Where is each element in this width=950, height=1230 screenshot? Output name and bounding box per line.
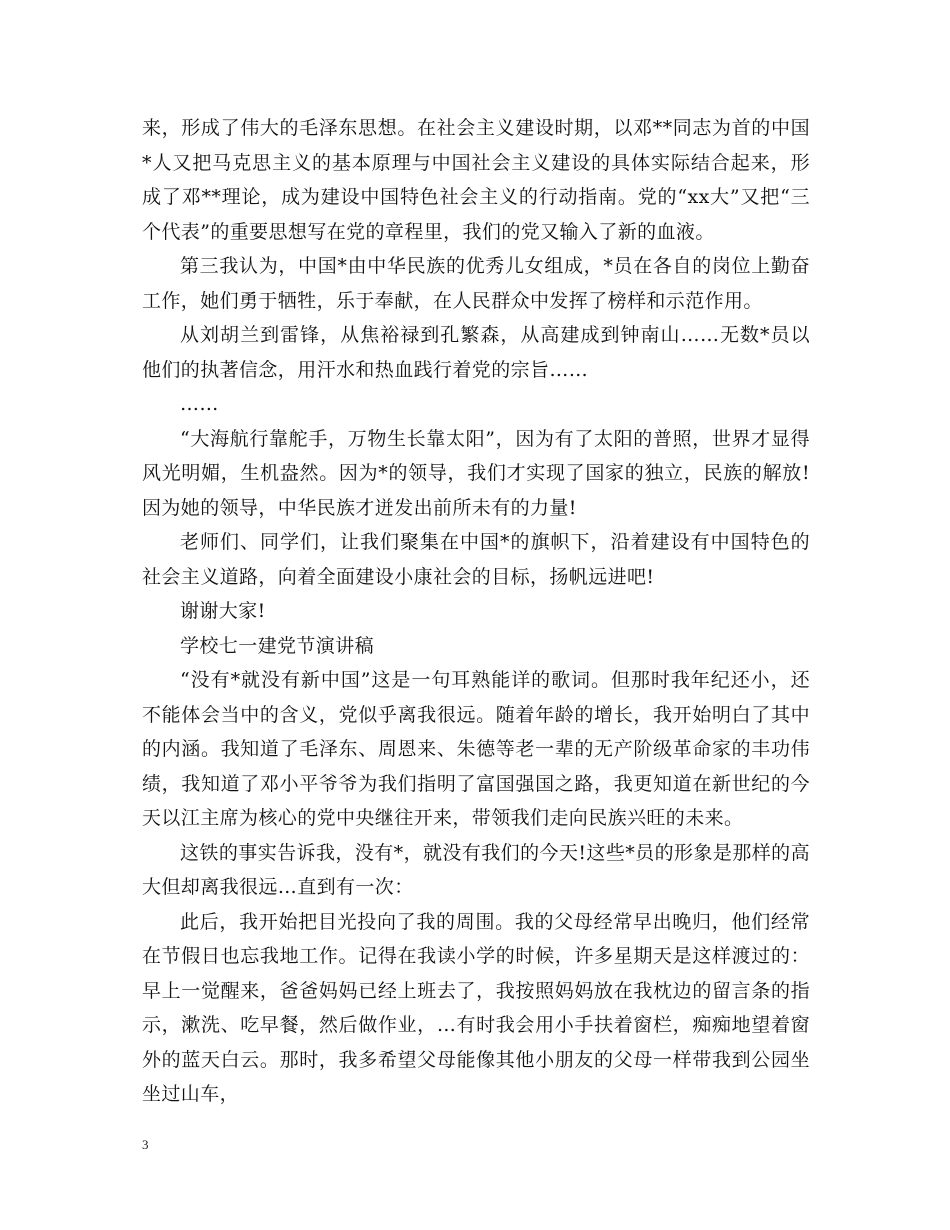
section-heading: 学校七一建党节演讲稿 — [180, 634, 375, 657]
paragraph-7-thanks: 谢谢大家! — [180, 600, 266, 622]
paragraph-2: 第三我认为，中国*由中华民族的优秀儿女组成，*员在各自的岗位上勤奋工作，她们勇于牺牲，乐于奉献，在人民群众中发挥了榜样和示范作用。 — [142, 255, 810, 312]
paragraph-6: 老师们、同学们，让我们聚集在中国*的旗帜下，沿着建设有中国特色的社会主义道路，向着全面建设小康社会的目标，扬帆远进吧! — [142, 531, 810, 588]
paragraph-11: 此后，我开始把目光投向了我的周围。我的父母经常早出晚归，他们经常在节假日也忘我地工作。记得在我读小学的时候，许多星期天是这样渡过的：早上一觉醒来，爸爸妈妈已经上班去了，我按照妈妈放在我枕边的留言条的指示，漱洗、吃早餐，然后做作业，…有时我会用小手扶着窗栏，痴痴地望着窗外的蓝天白云。那时，我多希望父母能像其他小朋友的父母一样带我到公园坐坐过山车， — [142, 910, 810, 1105]
document-body — [142, 111, 810, 1112]
page-number: 3 — [142, 1137, 149, 1152]
paragraph-5: “大海航行靠舵手，万物生长靠太阳”，因为有了太阳的普照，世界才显得风光明媚，生机盎然。因为*的领导，我们才实现了国家的独立，民族的解放!因为她的领导，中华民族才迸发出前所未有的力量! — [142, 427, 810, 519]
paragraph-9: “没有*就没有新中国”这是一句耳熟能详的歌词。但那时我年纪还小，还不能体会当中的含义，党似乎离我很远。随着年龄的增长，我开始明白了其中的内涵。我知道了毛泽东、周恩来、朱德等老一辈的无产阶级革命家的丰功伟绩，我知道了邓小平爷爷为我们指明了富国强国之路，我更知道在新世纪的今天以江主席为核心的党中央继往开来，带领我们走向民族兴旺的未来。 — [142, 669, 810, 829]
paragraph-4-ellipsis: …… — [180, 393, 219, 415]
paragraph-10: 这铁的事实告诉我，没有*，就没有我们的今天!这些*员的形象是那样的高大但却离我很远…直到有一次： — [142, 841, 810, 898]
paragraph-1: 来，形成了伟大的毛泽东思想。在社会主义建设时期，以邓**同志为首的中国*人又把马克思主义的基本原理与中国社会主义建设的具体实际结合起来，形成了邓**理论，成为建设中国特色社会主义的行动指南。党的“xx大”又把“三个代表”的重要思想写在党的章程里，我们的党又输入了新的血液。 — [142, 117, 810, 243]
paragraph-3: 从刘胡兰到雷锋，从焦裕禄到孔繁森，从高建成到钟南山……无数*员以他们的执著信念，用汗水和热血践行着党的宗旨…… — [142, 324, 810, 381]
